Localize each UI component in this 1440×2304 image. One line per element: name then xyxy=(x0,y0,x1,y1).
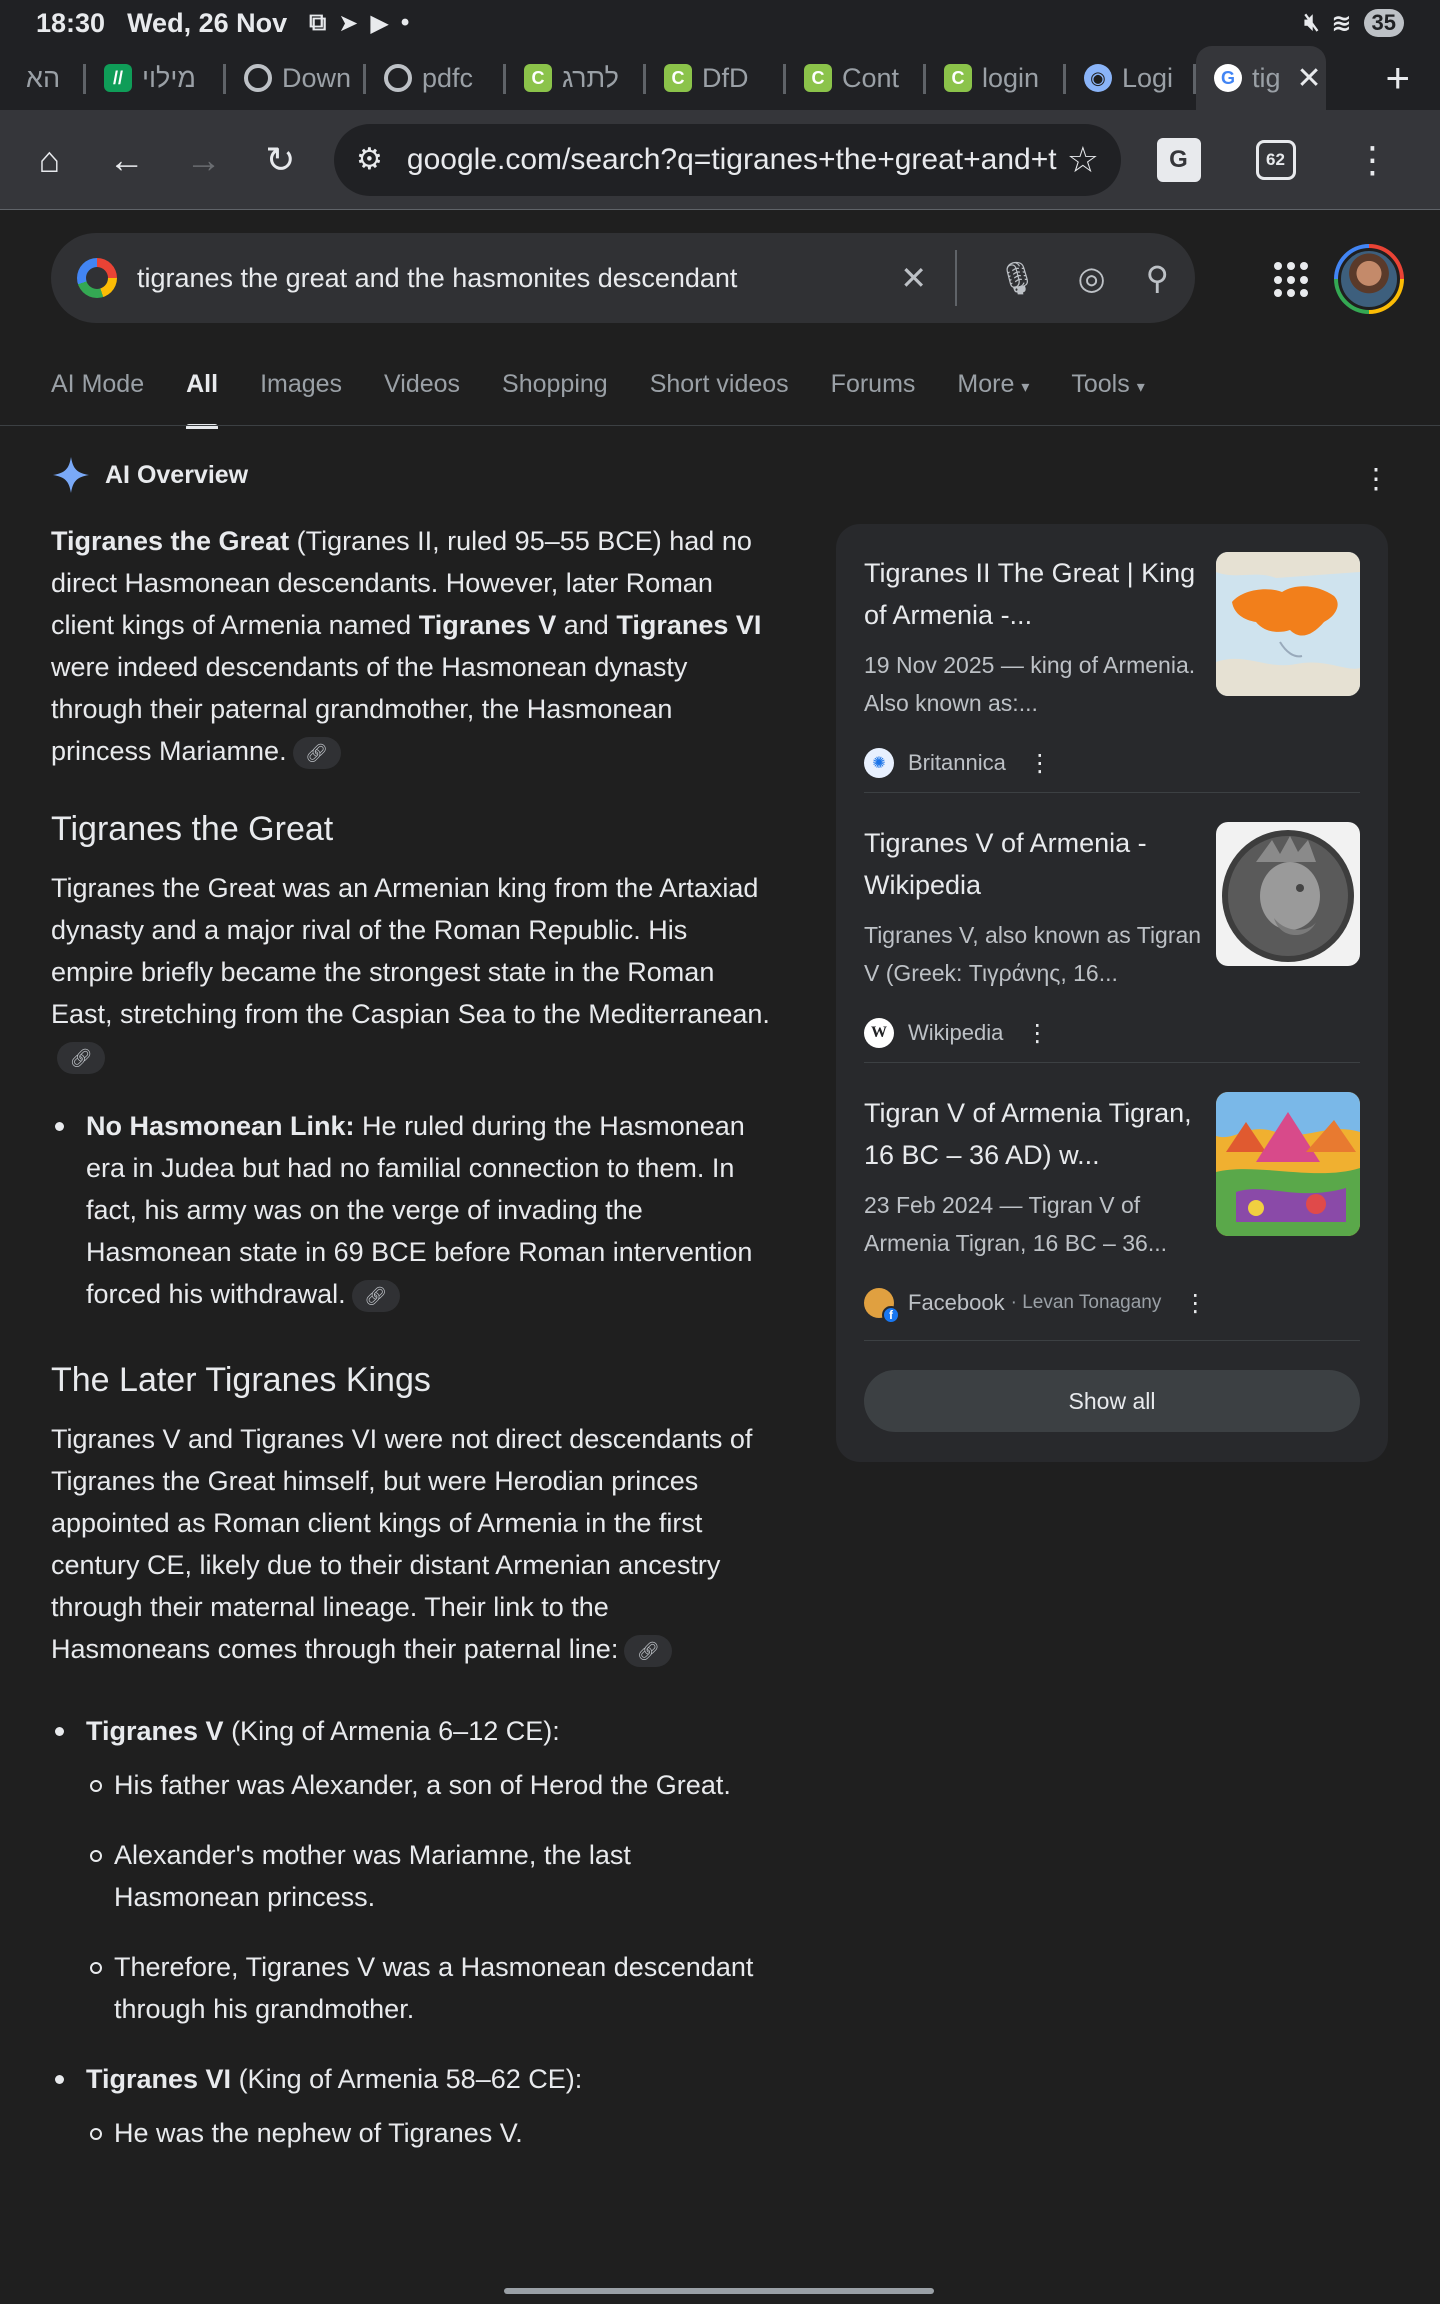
source-card[interactable] xyxy=(864,552,1360,788)
source-divider xyxy=(864,1062,1360,1063)
intro-text-2: and xyxy=(556,610,617,640)
mute-icon: 🔇︎ xyxy=(1304,9,1320,36)
status-date: Wed, 26 Nov xyxy=(127,7,288,38)
search-divider xyxy=(955,250,957,306)
source-snippet: 23 Feb 2024 — Tigran V of Armenia Tigran, 16 BC – 36... xyxy=(864,1192,1167,1256)
sub-list-item: Alexander's mother was Mariamne, the last Hasmonean princess. xyxy=(86,1834,771,1918)
browser-toolbar xyxy=(0,110,1440,210)
bullet-bold: Tigranes V xyxy=(86,1716,224,1746)
list-item xyxy=(51,1710,771,2030)
tab-label: הא xyxy=(26,62,61,93)
search-icon[interactable]: ⚲ xyxy=(1145,260,1169,296)
reload-icon[interactable]: ↻ xyxy=(265,138,296,180)
tab-count-badge: 62 xyxy=(1256,140,1296,180)
source-divider xyxy=(864,1340,1360,1341)
source-site: Facebook xyxy=(908,1290,1005,1315)
source-title[interactable]: Tigran V of Armenia Tigran, 16 BC – 36 AD) w... xyxy=(864,1098,1192,1170)
bullet-text: (King of Armenia 58–62 CE): xyxy=(231,2064,583,2094)
home-indicator[interactable] xyxy=(504,2288,934,2294)
source-link-icon[interactable]: 🔗︎ xyxy=(293,737,341,769)
tab-shopping[interactable]: Shopping xyxy=(502,370,608,398)
source-author: · Levan Tonagany xyxy=(1010,1292,1162,1313)
home-icon[interactable]: ⌂ xyxy=(38,138,61,180)
bullet-list xyxy=(51,1710,771,2154)
tab-videos[interactable]: Videos xyxy=(384,370,461,398)
tab-label: Cont xyxy=(842,62,900,93)
dot-icon: • xyxy=(400,9,410,36)
ai-overview-title: AI Overview xyxy=(105,460,249,489)
source-meta xyxy=(864,748,1052,778)
bullet-list xyxy=(51,1105,771,1315)
search-box[interactable] xyxy=(51,233,1195,323)
section-heading: Tigranes the Great xyxy=(51,810,334,848)
sub-list xyxy=(86,1764,771,2030)
telegram-icon: ➤ xyxy=(338,9,359,37)
dropdown-arrow-icon: ▾ xyxy=(1021,379,1030,396)
status-time: 18:30 xyxy=(36,7,106,38)
avatar[interactable] xyxy=(1334,244,1404,314)
section-text: Tigranes the Great was an Armenian king from the Artaxiad dynasty and a major rival of the Roman Republic. His empire briefly became the strongest state in the Roman East, stretching from the Caspian Sea to the Mediterranean. xyxy=(51,873,770,1029)
chrome-icon xyxy=(384,64,412,92)
wikipedia-icon: W xyxy=(864,1018,894,1048)
search-nav-tabs xyxy=(51,370,1187,429)
source-snippet: 19 Nov 2025 — king of Armenia. Also known as:... xyxy=(864,652,1196,716)
tab-label: pdfc xyxy=(422,62,474,93)
bullet-bold: No Hasmonean Link: xyxy=(86,1111,355,1141)
microphone-icon[interactable]: 🎙︎ xyxy=(997,260,1038,296)
source-site: Britannica xyxy=(908,750,1006,775)
source-meta xyxy=(864,1288,1208,1322)
wifi-icon: ≋ xyxy=(1331,9,1352,37)
painting-thumbnail[interactable] xyxy=(1216,1092,1360,1236)
bullet-text: He ruled during the Hasmonean era in Judea but had no familial connection to them. In fact, his army was on the verge of invading the Hasmonean state in 69 BCE before Roman intervention forced his withdrawal. xyxy=(86,1111,753,1309)
tab-images[interactable]: Images xyxy=(260,370,343,398)
source-snippet: Tigranes V, also known as Tigran V (Greek: Τιγράνης, 16... xyxy=(864,922,1202,986)
translate-icon: G xyxy=(1157,138,1201,182)
bullet-bold: Tigranes VI xyxy=(86,2064,232,2094)
browser-tab[interactable] xyxy=(786,46,926,110)
tab-tools-label: Tools xyxy=(1071,370,1130,398)
app-icon: // xyxy=(104,64,132,92)
source-card[interactable] xyxy=(864,1092,1360,1328)
ai-overview-content xyxy=(51,520,771,2182)
section-heading: The Later Tigranes Kings xyxy=(51,1361,431,1399)
green-app-icon: C xyxy=(664,64,692,92)
sub-list-item: His father was Alexander, a son of Herod the Great. xyxy=(86,1764,771,1806)
tab-more[interactable] xyxy=(957,370,1029,429)
source-menu-icon[interactable]: ⋮ xyxy=(1183,1289,1208,1317)
new-tab-button[interactable]: + xyxy=(1385,54,1410,101)
ai-overview-header xyxy=(51,455,248,495)
section-paragraph xyxy=(51,1418,771,1670)
source-menu-icon[interactable]: ⋮ xyxy=(1025,1019,1050,1047)
intro-paragraph xyxy=(51,520,771,772)
chrome-icon xyxy=(244,64,272,92)
tab-all[interactable]: All xyxy=(186,370,218,429)
tab-forums[interactable]: Forums xyxy=(830,370,916,398)
nav-divider xyxy=(0,425,1440,426)
tab-label: login xyxy=(982,62,1040,93)
green-app-icon: C xyxy=(944,64,972,92)
britannica-icon: ✺ xyxy=(864,748,894,778)
tab-ai-mode[interactable]: AI Mode xyxy=(51,370,145,398)
browser-tab[interactable] xyxy=(366,46,506,110)
intro-bold-1: Tigranes the Great xyxy=(51,526,290,556)
search-input[interactable]: tigranes the great and the hasmonites descendant xyxy=(137,262,738,293)
dropdown-arrow-icon: ▾ xyxy=(1136,379,1145,396)
browser-tab[interactable] xyxy=(646,46,786,110)
google-apps-icon[interactable] xyxy=(1274,262,1310,298)
source-site: Wikipedia xyxy=(908,1020,1004,1045)
tab-tools[interactable] xyxy=(1071,370,1144,429)
coin-thumbnail[interactable] xyxy=(1216,822,1360,966)
show-all-button[interactable]: Show all xyxy=(864,1370,1360,1432)
browser-tab-active[interactable] xyxy=(1196,46,1326,110)
source-title[interactable]: Tigranes V of Armenia - Wikipedia xyxy=(864,828,1147,900)
back-icon[interactable]: ← xyxy=(108,138,145,180)
youtube-icon: ▶ xyxy=(370,9,389,37)
tab-label: לתרג xyxy=(562,62,619,93)
bookmark-star-icon[interactable]: ☆ xyxy=(1066,138,1100,180)
battery-indicator: 35 xyxy=(1364,9,1404,37)
source-title[interactable]: Tigranes II The Great | King of Armenia -... xyxy=(864,558,1196,630)
sources-panel xyxy=(836,524,1388,1462)
translate-button[interactable] xyxy=(1149,128,1208,192)
blue-app-icon: ◉ xyxy=(1084,64,1112,92)
source-link-icon[interactable]: 🔗︎ xyxy=(352,1280,400,1312)
source-link-icon[interactable]: 🔗︎ xyxy=(624,1635,672,1667)
url-text[interactable]: google.com/search?q=tigranes+the+great+and+t xyxy=(406,142,1057,176)
tab-switcher-button[interactable] xyxy=(1246,128,1305,192)
list-item xyxy=(51,1105,771,1315)
map-thumbnail[interactable] xyxy=(1216,552,1360,696)
close-tab-icon[interactable]: ✕ xyxy=(1296,61,1322,95)
browser-tab[interactable] xyxy=(506,46,646,110)
screenshot-icon: ⧉ xyxy=(309,9,327,36)
green-app-icon: C xyxy=(804,64,832,92)
source-divider xyxy=(864,792,1360,793)
clear-search-icon[interactable]: ✕ xyxy=(900,260,928,296)
tab-more-label: More xyxy=(957,370,1015,398)
sparkle-icon xyxy=(51,455,91,495)
overflow-menu-icon[interactable]: ⋮ xyxy=(1354,138,1391,180)
notification-icons xyxy=(309,9,409,38)
facebook-icon: f xyxy=(864,1288,894,1318)
list-item xyxy=(51,2058,771,2154)
browser-tab[interactable] xyxy=(1066,46,1196,110)
section-text: Tigranes V and Tigranes VI were not direct descendants of Tigranes the Great himself, but were Herodian princes appointed as Roman client kings of Armenia in the first century CE, likely due to their distant Armenian ancestry through their maternal lineage. Their link to the Hasmoneans comes through their paternal line: xyxy=(51,1424,753,1664)
browser-tab[interactable] xyxy=(226,46,366,110)
intro-text-1: (Tigranes II, ruled 95–55 BCE) had no direct Hasmonean descendants. However, later Roman client kings of Armenia named xyxy=(51,526,752,640)
sub-list xyxy=(86,2112,771,2154)
google-icon: G xyxy=(1214,64,1242,92)
intro-bold-3: Tigranes VI xyxy=(616,610,762,640)
tab-label: Down xyxy=(282,62,352,93)
tab-label: DfD xyxy=(702,62,749,93)
source-meta xyxy=(864,1018,1049,1048)
lens-icon[interactable]: ◎ xyxy=(1077,260,1106,296)
tab-label: Logi xyxy=(1122,62,1174,93)
browser-tab[interactable] xyxy=(926,46,1066,110)
tab-label: tig xyxy=(1252,62,1281,93)
google-logo-icon xyxy=(77,258,117,298)
ai-overview-menu-icon[interactable]: ⋮ xyxy=(1362,463,1390,494)
tab-strip xyxy=(0,46,1440,110)
source-link-icon[interactable]: 🔗︎ xyxy=(57,1042,105,1074)
browser-tab[interactable] xyxy=(0,46,86,110)
tab-short-videos[interactable]: Short videos xyxy=(649,370,789,398)
site-settings-icon[interactable]: ⚙ xyxy=(356,143,383,176)
intro-text-3: were indeed descendants of the Hasmonean dynasty through their paternal grandmother, the Hasmonean princess Mariamne. xyxy=(51,652,688,766)
status-bar xyxy=(0,0,1440,46)
browser-tab[interactable] xyxy=(86,46,226,110)
section-paragraph xyxy=(51,867,771,1077)
bullet-text: (King of Armenia 6–12 CE): xyxy=(223,1716,560,1746)
green-app-icon: C xyxy=(524,64,552,92)
address-bar[interactable] xyxy=(334,124,1121,196)
source-menu-icon[interactable]: ⋮ xyxy=(1027,749,1052,777)
forward-icon[interactable]: → xyxy=(185,138,222,180)
source-card[interactable] xyxy=(864,822,1360,1058)
intro-bold-2: Tigranes V xyxy=(418,610,557,640)
sub-list-item: Therefore, Tigranes V was a Hasmonean descendant through his grandmother. xyxy=(86,1946,771,2030)
sub-list-item: He was the nephew of Tigranes V. xyxy=(86,2112,771,2154)
tab-label: מילוי xyxy=(142,62,196,93)
